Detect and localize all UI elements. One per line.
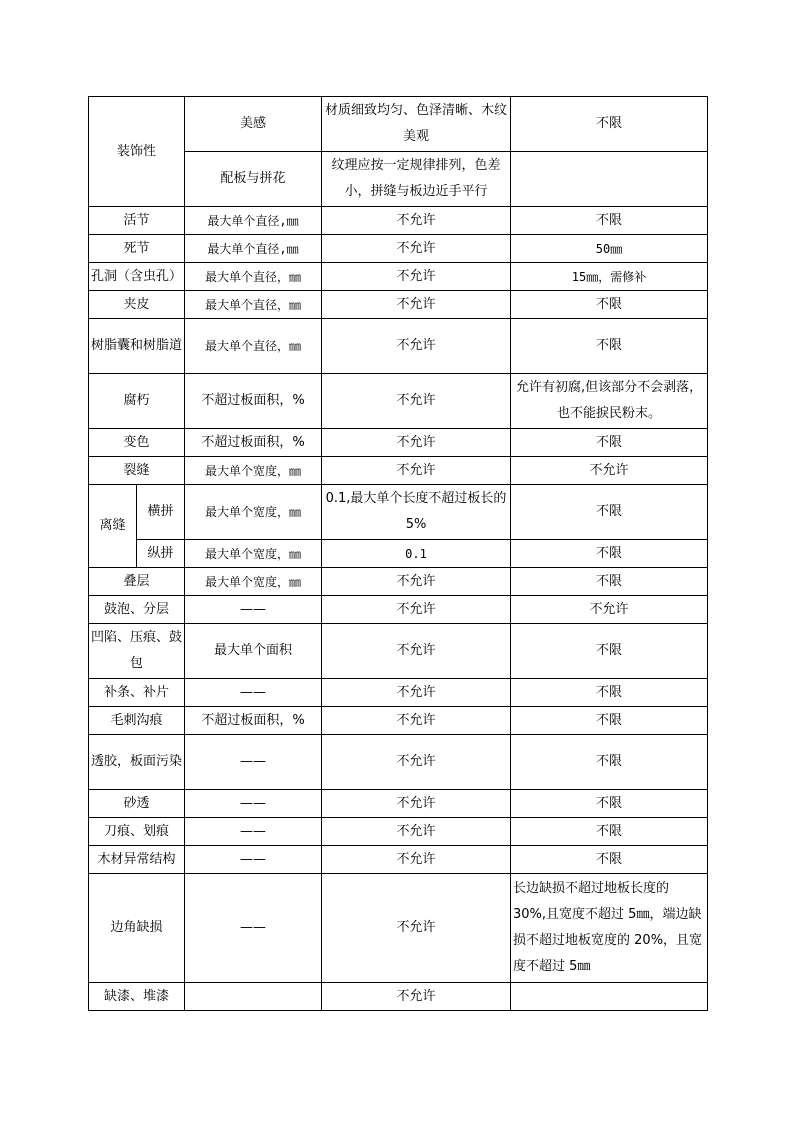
sub-defect-name: 纵拼 (137, 540, 185, 568)
defect-name: 裂缝 (89, 457, 185, 485)
table-row (89, 707, 708, 735)
table-row (89, 568, 708, 596)
requirement-cell: 不允许 (322, 429, 511, 457)
allowance-cell: 不限 (511, 624, 708, 679)
allowance-cell: 不限 (511, 568, 708, 596)
allowance-cell: 50㎜ (511, 235, 708, 263)
requirement-cell: 不允许 (322, 818, 511, 846)
defect-name: 砂透 (89, 790, 185, 818)
requirement-cell: 材质细致均匀、色泽清晰、木纹美观 (322, 97, 511, 152)
defect-name: 木材异常结构 (89, 846, 185, 874)
measure-cell: 最大单个直径,㎜ (185, 235, 322, 263)
table-row (89, 846, 708, 874)
allowance-cell: 不限 (511, 735, 708, 790)
defect-name: 死节 (89, 235, 185, 263)
allowance-cell (511, 983, 708, 1011)
table-row (89, 485, 708, 540)
table-row (89, 97, 708, 152)
table-row (89, 874, 708, 983)
defect-name: 树脂囊和树脂道 (89, 319, 185, 374)
allowance-cell: 不限 (511, 790, 708, 818)
measure-cell: 最大单个宽度，㎜ (185, 485, 322, 540)
defect-name: 透胶，板面污染 (89, 735, 185, 790)
allowance-cell: 不限 (511, 485, 708, 540)
defect-name: 离缝 (89, 485, 137, 568)
requirement-cell: 不允许 (322, 846, 511, 874)
measure-cell: —— (185, 679, 322, 707)
allowance-cell: 不限 (511, 97, 708, 152)
measure-cell: —— (185, 846, 322, 874)
allowance-cell: 不限 (511, 679, 708, 707)
requirement-cell: 不允许 (322, 790, 511, 818)
measure-cell: 最大单个宽度，㎜ (185, 568, 322, 596)
table-row (89, 207, 708, 235)
requirement-cell: 不允许 (322, 596, 511, 624)
measure-cell: 最大单个直径，㎜ (185, 263, 322, 291)
measure-cell: 最大单个直径,㎜ (185, 207, 322, 235)
requirement-cell: 不允许 (322, 291, 511, 319)
requirement-cell: 不允许 (322, 983, 511, 1011)
measure-cell: —— (185, 596, 322, 624)
allowance-cell: 不限 (511, 846, 708, 874)
table-row (89, 235, 708, 263)
defect-name: 刀痕、划痕 (89, 818, 185, 846)
requirement-cell: 不允许 (322, 735, 511, 790)
allowance-cell: 不允许 (511, 457, 708, 485)
requirement-cell: 不允许 (322, 235, 511, 263)
measure-cell (185, 983, 322, 1011)
allowance-cell: 不限 (511, 207, 708, 235)
requirement-cell: 不允许 (322, 707, 511, 735)
measure-cell: 最大单个宽度，㎜ (185, 540, 322, 568)
allowance-cell: 不限 (511, 291, 708, 319)
table-row (89, 319, 708, 374)
requirement-cell: 0.1 (322, 540, 511, 568)
allowance-cell: 允许有初腐,但该部分不会剥落，也不能捩民粉末。 (511, 374, 708, 429)
requirement-cell: 不允许 (322, 374, 511, 429)
table-row (89, 540, 708, 568)
allowance-cell: 15㎜，需修补 (511, 263, 708, 291)
quality-table (88, 96, 708, 1011)
table-row (89, 679, 708, 707)
measure-cell: —— (185, 735, 322, 790)
requirement-cell: 0.1,最大单个长度不超过板长的 5% (322, 485, 511, 540)
table-row (89, 624, 708, 679)
measure-cell: 最大单个宽度，㎜ (185, 457, 322, 485)
measure-cell: —— (185, 874, 322, 983)
defect-name: 孔洞（含虫孔） (89, 263, 185, 291)
measure-cell: 不超过板面积，% (185, 429, 322, 457)
defect-name: 活节 (89, 207, 185, 235)
measure-cell: 最大单个直径，㎜ (185, 319, 322, 374)
defect-name: 变色 (89, 429, 185, 457)
requirement-cell: 不允许 (322, 679, 511, 707)
sub-defect-name: 横拼 (137, 485, 185, 540)
defect-name: 缺漆、堆漆 (89, 983, 185, 1011)
defect-name: 鼓泡、分层 (89, 596, 185, 624)
defect-name: 叠层 (89, 568, 185, 596)
requirement-cell: 不允许 (322, 207, 511, 235)
requirement-cell: 不允许 (322, 319, 511, 374)
measure-cell: 不超过板面积，% (185, 707, 322, 735)
defect-name: 补条、补片 (89, 679, 185, 707)
allowance-cell: 不允许 (511, 596, 708, 624)
table-row (89, 457, 708, 485)
table-row (89, 983, 708, 1011)
allowance-cell: 不限 (511, 818, 708, 846)
allowance-cell: 长边缺损不超过地板长度的 30%,且宽度不超过 5㎜，端边缺损不超过地板宽度的 20%，且宽度不超过 5㎜ (511, 874, 708, 983)
measure-cell: —— (185, 818, 322, 846)
item-cell: 美感 (185, 97, 322, 152)
measure-cell: —— (185, 790, 322, 818)
measure-cell: 不超过板面积，% (185, 374, 322, 429)
table-row (89, 374, 708, 429)
table-row (89, 291, 708, 319)
item-cell: 配板与拼花 (185, 152, 322, 207)
allowance-cell: 不限 (511, 540, 708, 568)
defect-name: 边角缺损 (89, 874, 185, 983)
allowance-cell: 不限 (511, 319, 708, 374)
requirement-cell: 不允许 (322, 874, 511, 983)
category-cell: 装饰性 (89, 97, 185, 207)
table-row (89, 429, 708, 457)
defect-name: 凹陷、压痕、鼓包 (89, 624, 185, 679)
requirement-cell: 不允许 (322, 457, 511, 485)
requirement-cell: 纹理应按一定规律排列，色差小，拼缝与板边近手平行 (322, 152, 511, 207)
allowance-cell (511, 152, 708, 207)
table-row (89, 735, 708, 790)
defect-name: 毛刺沟痕 (89, 707, 185, 735)
requirement-cell: 不允许 (322, 568, 511, 596)
measure-cell: 最大单个直径，㎜ (185, 291, 322, 319)
allowance-cell: 不限 (511, 429, 708, 457)
defect-name: 腐朽 (89, 374, 185, 429)
table-row (89, 263, 708, 291)
measure-cell: 最大单个面积 (185, 624, 322, 679)
allowance-cell: 不限 (511, 707, 708, 735)
table-row (89, 596, 708, 624)
requirement-cell: 不允许 (322, 263, 511, 291)
requirement-cell: 不允许 (322, 624, 511, 679)
table-row (89, 818, 708, 846)
table-row (89, 790, 708, 818)
defect-name: 夹皮 (89, 291, 185, 319)
